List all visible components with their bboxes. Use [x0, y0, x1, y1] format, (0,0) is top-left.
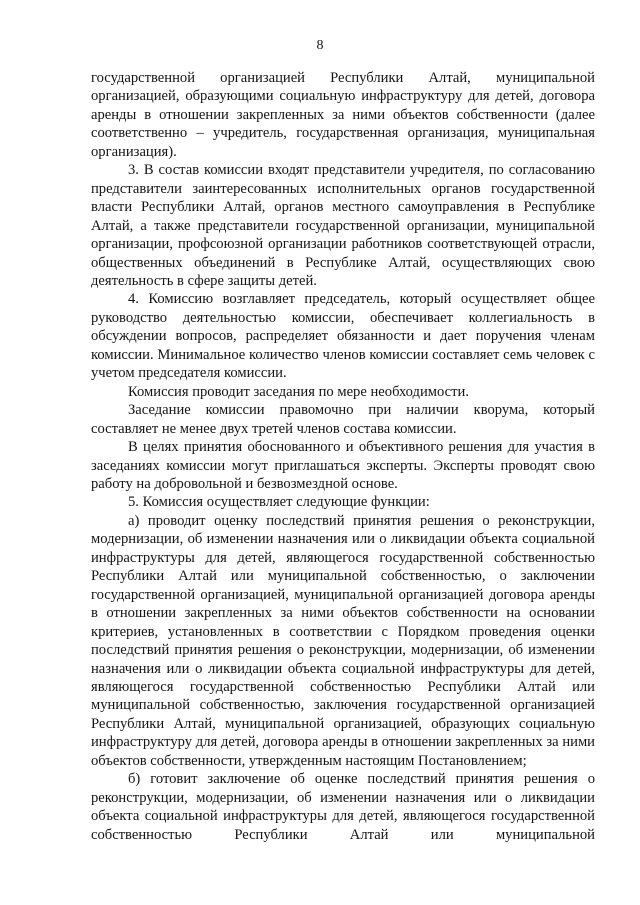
paragraph-clause-5b: б) готовит заключение об оценке последствий принятия решения о реконструкции, модернизации, об изменении назначения или о ликвидации объекта социальной инфраструктуры для детей, являющегося государственной собственностью Республики Алтай или муниципальной	[91, 771, 595, 843]
document-body	[91, 69, 595, 844]
paragraph-intro-continuation: государственной организацией Республики Алтай, муниципальной организацией, образующими социальную инфраструктуру для детей, договора аренды в отношении закрепленных за ними объектов собственности (далее соответственно – учредитель, государственная организация, муниципальная организация).	[91, 70, 595, 160]
paragraph-clause-5a: а) проводит оценку последствий принятия решения о реконструкции, модернизации, об изменении назначения или о ликвидации объекта социальной инфраструктуры для детей, являющегося государственной собственностью Республики Алтай или муниципальной собственностью, о заключении государственной организацией, муниципальной организацией договора аренды в отношении закрепленных за ними объектов собственности на основании критериев, установленных в соответствии с Порядком проведения оценки последствий принятия решения о реконструкции, модернизации, об изменении назначения или о ликвидации объекта социальной инфраструктуры для детей, являющегося государственной собственностью Республики Алтай или муниципальной собственностью, заключения государственной организацией Республики Алтай, муниципальной организацией, образующих социальную инфраструктуру для детей, договора аренды в отношении закрепленных за ними объектов собственности, утвержденным настоящим Постановлением;	[91, 512, 595, 769]
paragraph-clause-4: 4. Комиссию возглавляет председатель, который осуществляет общее руководство деятельностью комиссии, обеспечивает коллегиальность в обсуждении вопросов, распределяет обязанности и дает поручения членам комиссии. Минимальное количество членов комиссии составляет семь человек с учетом председателя комиссии.	[91, 291, 595, 382]
paragraph-experts: В целях принятия обоснованного и объективного решения для участия в заседаниях комиссии могут приглашаться эксперты. Эксперты проводят свою работу на добровольной и безвозмездной основе.	[91, 439, 595, 492]
paragraph-clause-3: 3. В состав комиссии входят представители учредителя, по согласованию представители заинтересованных исполнительных органов государственной власти Республики Алтай, органов местного самоуправления в Республике Алтай, а также представители государственной организации, муниципальной организации, профсоюзной организации работников соответствующей отрасли, общественных объединений в Республике Алтай, осуществляющих свою деятельность в сфере защиты детей.	[91, 162, 595, 289]
paragraph-meetings: Комиссия проводит заседания по мере необходимости.	[128, 383, 469, 400]
paragraph-clause-5: 5. Комиссия осуществляет следующие функции:	[128, 494, 430, 511]
page-number: 8	[316, 38, 324, 53]
paragraph-quorum: Заседание комиссии правомочно при наличии кворума, который составляет не менее двух третей членов состава комиссии.	[91, 402, 595, 437]
